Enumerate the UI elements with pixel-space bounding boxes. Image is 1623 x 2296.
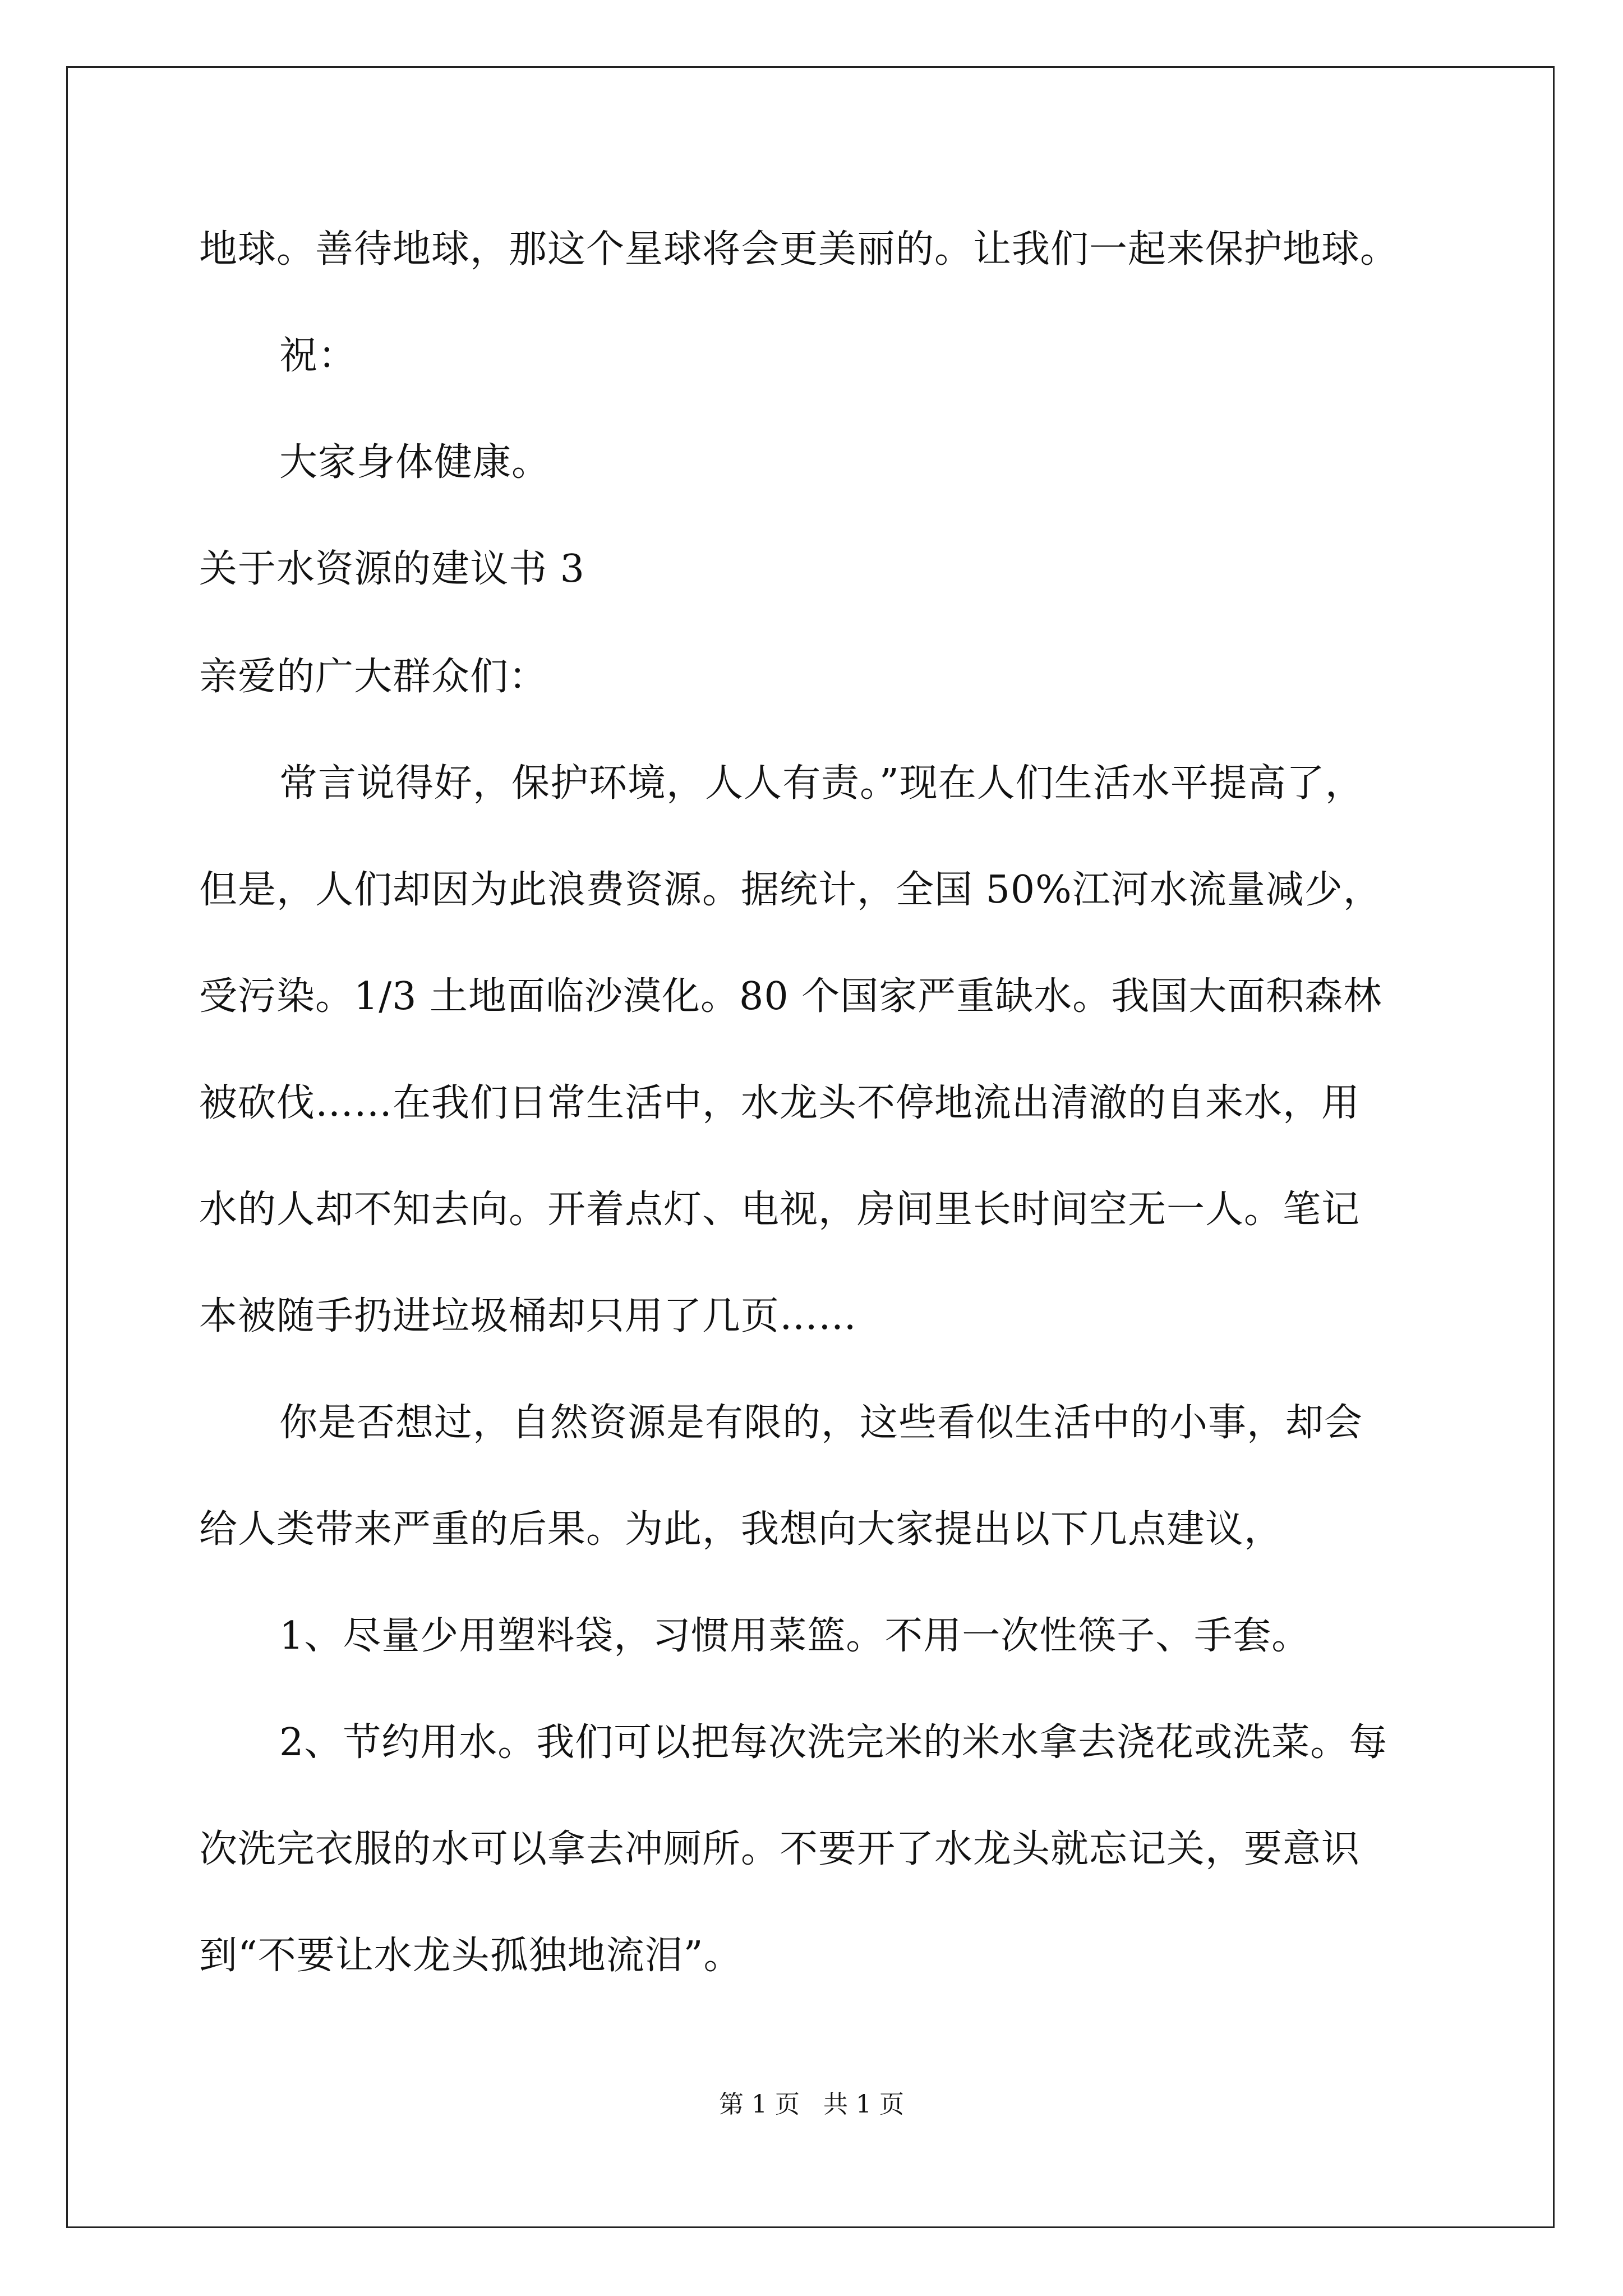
salutation-zhu: 祝： bbox=[279, 334, 357, 378]
paragraph-1-line-5: 水的人却不知去向。开着点灯、电视，房间里长时间空无一人。笔记 bbox=[199, 1188, 1361, 1232]
paragraph-1-line-1: 常言说得好，保护环境，人人有责。”现在人们生活水平提高了， bbox=[279, 761, 1364, 806]
paragraph-2-line-2: 给人类带来严重的后果。为此，我想向大家提出以下几点建议， bbox=[199, 1507, 1283, 1552]
suggestion-2-line-1: 2、节约用水。我们可以把每次洗完米的米水拿去浇花或洗菜。每 bbox=[279, 1720, 1388, 1765]
section-title: 关于水资源的建议书 3 bbox=[199, 547, 585, 591]
paragraph-1-line-6: 本被随手扔进垃圾桶却只用了几页…… bbox=[199, 1294, 857, 1338]
suggestion-2-line-3: 到“不要让水龙头孤独地流泪”。 bbox=[199, 1934, 743, 1978]
paragraph-1-line-3: 受污染。1/3 土地面临沙漠化。80 个国家严重缺水。我国大面积森林 bbox=[199, 974, 1382, 1019]
greeting: 亲爱的广大群众们： bbox=[199, 655, 548, 699]
page-number-footer: 第 1 页 共 1 页 bbox=[719, 2090, 904, 2119]
salutation-wish: 大家身体健康。 bbox=[279, 440, 551, 485]
paragraph-1-line-2: 但是，人们却因为此浪费资源。据统计，全国 50%江河水流量减少， bbox=[199, 868, 1382, 912]
suggestion-1: 1、尽量少用塑料袋，习惯用菜篮。不用一次性筷子、手套。 bbox=[279, 1614, 1311, 1658]
paragraph-1-line-4: 被砍伐……在我们日常生活中，水龙头不停地流出清澈的自来水，用 bbox=[199, 1081, 1361, 1125]
closing-text-line: 地球。善待地球，那这个星球将会更美丽的。让我们一起来保护地球。 bbox=[199, 227, 1399, 272]
suggestion-2-line-2: 次洗完衣服的水可以拿去冲厕所。不要开了水龙头就忘记关，要意识 bbox=[199, 1827, 1361, 1871]
paragraph-2-line-1: 你是否想过，自然资源是有限的，这些看似生活中的小事，却会 bbox=[279, 1401, 1363, 1445]
page-border bbox=[66, 66, 1555, 2228]
